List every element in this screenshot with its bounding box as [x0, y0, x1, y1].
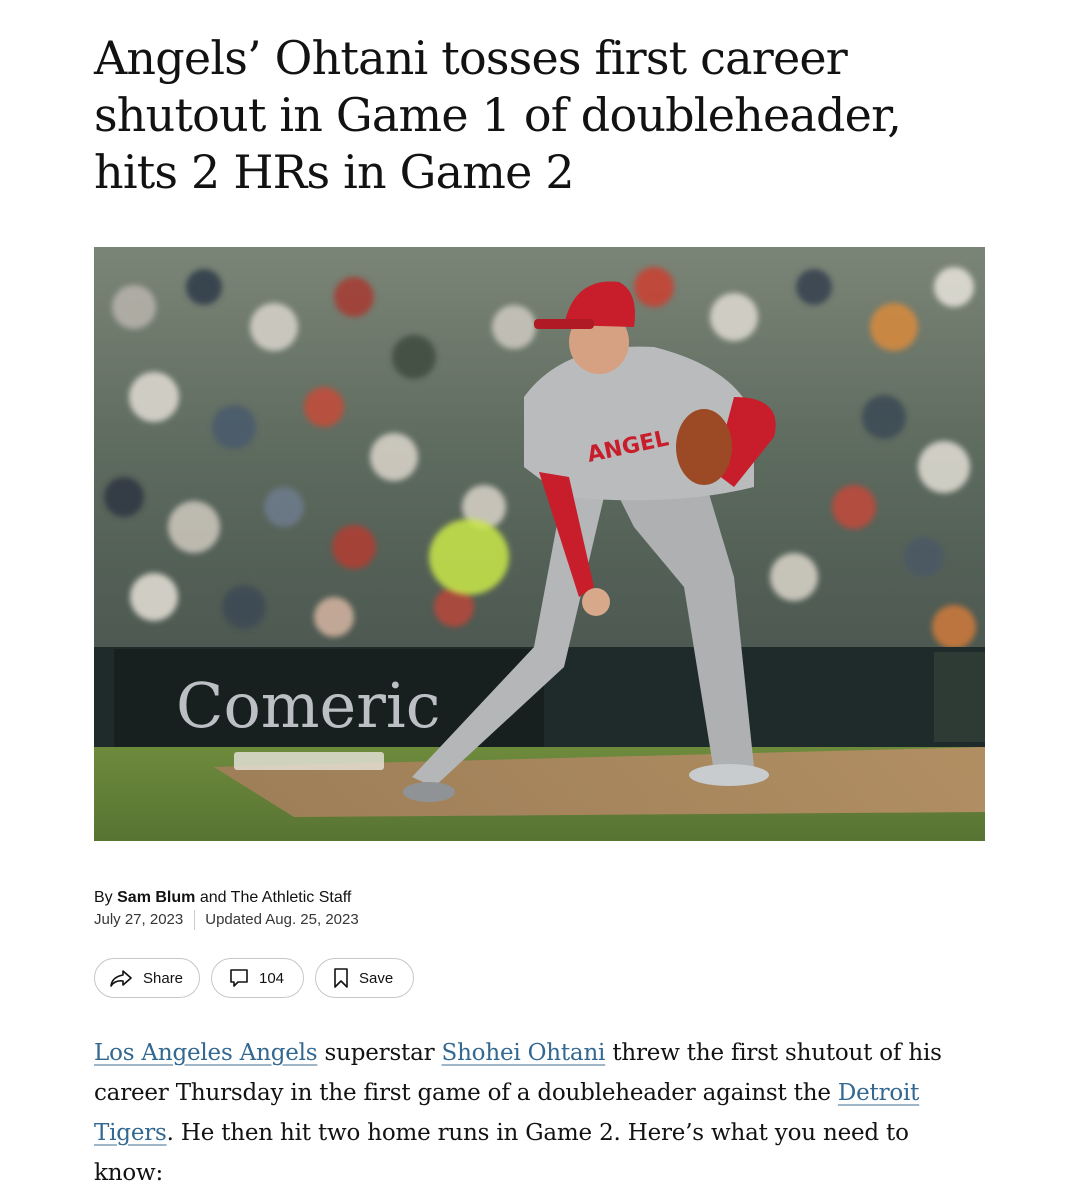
- share-icon: [109, 968, 133, 988]
- bookmark-icon: [333, 968, 349, 988]
- comments-count: 104: [259, 969, 285, 987]
- save-button[interactable]: [315, 958, 414, 998]
- intro-text-3: . He then hit two home runs in Game 2. Here’s what you need to know:: [94, 1120, 909, 1186]
- article-dates: [94, 910, 359, 930]
- hero-image[interactable]: [94, 247, 985, 841]
- link-detroit-tigers[interactable]: Detroit Tigers: [94, 1080, 920, 1146]
- link-shohei-ohtani[interactable]: Shohei Ohtani: [441, 1040, 606, 1066]
- jersey-text: ANGEL: [585, 426, 671, 468]
- author-link[interactable]: Sam Blum: [117, 889, 196, 906]
- article-headline: Angels’ Ohtani tosses first career shutout in Game 1 of doubleheader, hits 2 HRs in Game 2: [94, 31, 902, 199]
- published-date: July 27, 2023: [94, 911, 184, 928]
- intro-paragraph: [94, 1033, 974, 1193]
- comments-button[interactable]: [211, 958, 304, 998]
- date-divider: [194, 910, 195, 930]
- share-button[interactable]: [94, 958, 200, 998]
- save-label: Save: [359, 969, 394, 987]
- share-label: Share: [143, 969, 184, 987]
- article-actions: [94, 958, 414, 998]
- byline-prefix: By: [94, 889, 118, 906]
- intro-text-2: threw the first shutout of his career Thursday in the first game of a doubleheader against the: [94, 1040, 942, 1106]
- byline: [94, 887, 351, 909]
- updated-date: Updated Aug. 25, 2023: [205, 911, 359, 928]
- comment-icon: [229, 968, 249, 988]
- byline-suffix: and The Athletic Staff: [195, 889, 352, 906]
- link-los-angeles-angels[interactable]: Los Angeles Angels: [94, 1040, 318, 1066]
- banner-text: Comeric: [176, 669, 441, 742]
- intro-text-1: superstar: [317, 1040, 442, 1066]
